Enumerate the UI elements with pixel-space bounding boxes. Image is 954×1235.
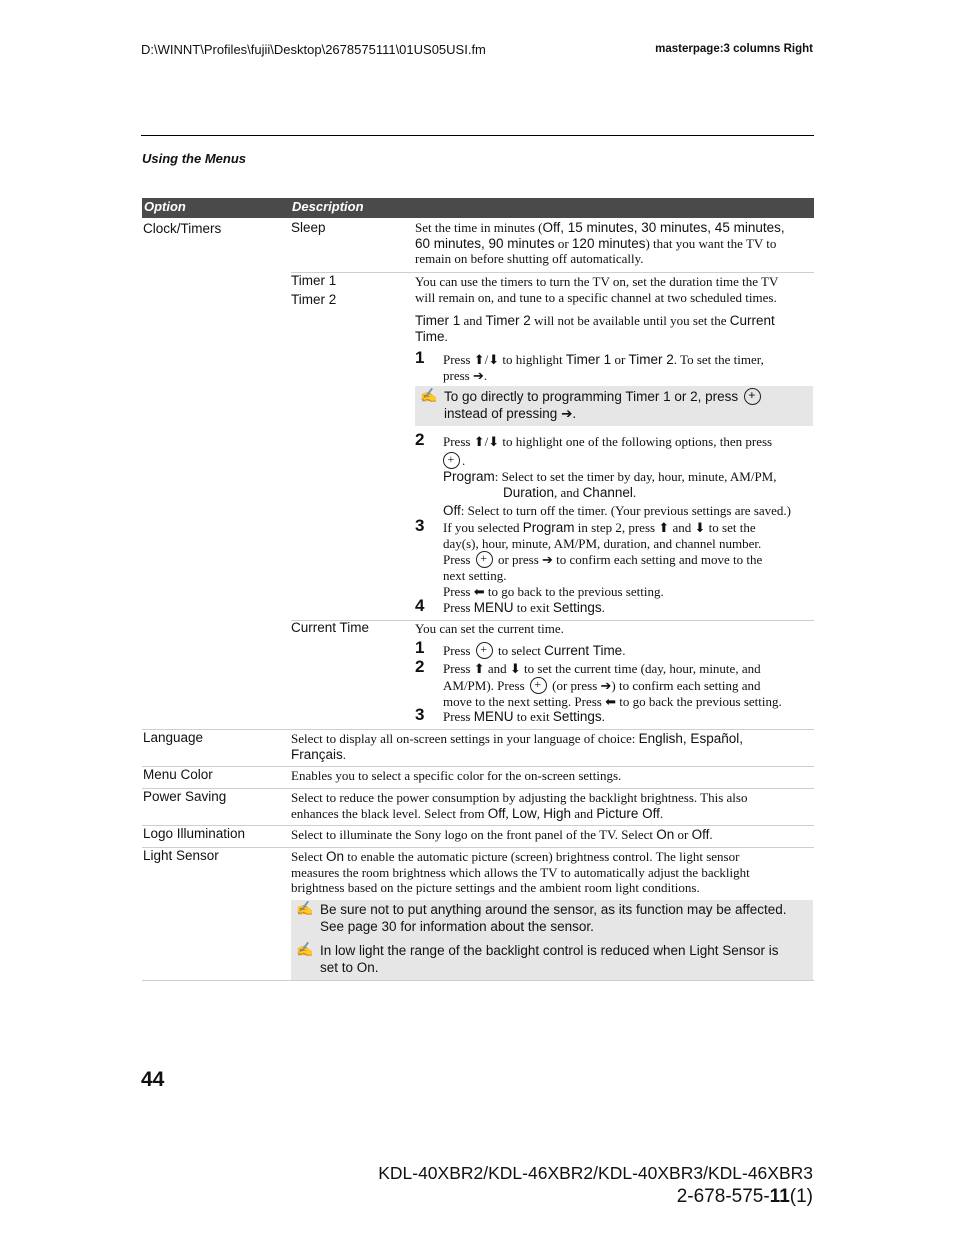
- step-number: 2: [415, 657, 425, 676]
- sleep-description: Set the time in minutes (Off, 15 minutes, 30 minutes, 45 minutes, 60 minutes, 90 minutes or 120 minutes) that you want the TV to remain on before shutting off automatically.: [415, 220, 785, 267]
- down-arrow-icon: ⬇: [509, 661, 521, 676]
- timer-step1: Press ⬆/⬇ to highlight Timer 1 or Timer 2. To set the timer, press ➔.: [443, 352, 764, 383]
- left-arrow-icon: ⬅: [605, 693, 617, 709]
- row-divider: [142, 788, 814, 789]
- pencil-note-icon: ✍: [296, 941, 314, 957]
- left-arrow-icon: ⬅: [473, 583, 485, 599]
- row-divider: [142, 766, 814, 767]
- timer-intro: You can use the timers to turn the TV on, set the duration time the TV will remain on, and tune to a specific channel at two scheduled times.: [415, 274, 779, 305]
- option-power-saving: Power Saving: [143, 789, 227, 804]
- right-arrow-icon: ➔: [600, 677, 612, 693]
- down-arrow-icon: ⬇: [694, 520, 706, 535]
- step-number: 2: [415, 430, 425, 449]
- timer-step3: If you selected Program in step 2, press ⬆ and ⬇ to set the day(s), hour, minute, AM/PM, duration, and channel number. Press + or press ➔ to confirm each setting and move to the next setting. Press ⬅ to go back to the previous setting.: [443, 520, 813, 599]
- option-off: Off: Select to turn off the timer. (Your previous settings are saved.): [443, 503, 792, 518]
- step-number: 3: [415, 516, 425, 535]
- up-arrow-icon: ⬆: [658, 520, 670, 535]
- option-logo-illumination: Logo Illumination: [143, 826, 246, 841]
- up-arrow-icon: ⬆: [473, 661, 485, 676]
- timer2-label: Timer 2: [291, 292, 337, 307]
- table-header: [142, 198, 814, 218]
- right-arrow-icon: ➔: [542, 552, 553, 568]
- section-title: Using the Menus: [142, 151, 247, 166]
- option-menu-color: Menu Color: [143, 767, 213, 782]
- power-saving-description: Select to reduce the power consumption by adjusting the backlight brightness. This also enhances the black level. Select from Off, Low, High and Picture Off.: [291, 790, 748, 821]
- header-rule: [141, 135, 814, 136]
- timer1-label: Timer 1: [291, 273, 337, 288]
- light-sensor-note-1: Be sure not to put anything around the sensor, as its function may be affected. See page 30 for information about the sensor.: [320, 902, 787, 934]
- timer-note: ✍ To go directly to programming Timer 1 or 2, press + instead of pressing ➔.: [415, 386, 813, 426]
- step-number: 1: [415, 348, 425, 367]
- enter-button-icon: [476, 642, 493, 659]
- model-numbers: KDL-40XBR2/KDL-46XBR2/KDL-40XBR3/KDL-46XBR3: [378, 1163, 813, 1183]
- current-time-label: Current Time: [291, 620, 370, 635]
- light-sensor-description: Select On to enable the automatic picture (screen) brightness control. The light sensor measures the room brightness which allows the TV to automatically adjust the backlight brightness based on the picture settings and the ambient room light conditions.: [291, 849, 750, 896]
- logo-illumination-description: Select to illuminate the Sony logo on the front panel of the TV. Select On or Off.: [291, 827, 713, 842]
- enter-button-icon: [530, 677, 547, 694]
- enter-button-icon: [476, 551, 493, 568]
- timer-availability: Timer 1 and Timer 2 will not be available until you set the Current Time.: [415, 313, 775, 344]
- enter-button-icon: [443, 452, 460, 469]
- column-option: Option: [144, 199, 186, 214]
- option-language: Language: [143, 730, 204, 745]
- right-arrow-icon: ➔: [472, 367, 484, 383]
- step-number: 3: [415, 705, 425, 724]
- file-path: D:\WINNT\Profiles\fujii\Desktop\2678575111\01US05USI.fm: [141, 42, 486, 57]
- language-description: Select to display all on-screen settings in your language of choice: English, Español, Français.: [291, 731, 743, 762]
- current-time-step2: Press ⬆ and ⬇ to set the current time (day, hour, minute, and AM/PM). Press + (or press ➔) to confirm each setting and move to the next setting. Press ⬅ to go back the previous setting.: [443, 661, 815, 709]
- current-time-intro: You can set the current time.: [415, 621, 564, 636]
- row-divider: [291, 272, 814, 273]
- current-time-step3: Press MENU to exit Settings.: [443, 709, 605, 724]
- right-arrow-icon: ➔: [561, 406, 573, 421]
- up-down-arrow-icon: ⬆/⬇: [473, 434, 500, 449]
- column-description: Description: [292, 199, 364, 214]
- page-number: 44: [141, 1068, 165, 1091]
- up-down-arrow-icon: ⬆/⬇: [473, 352, 500, 367]
- part-number: 2-678-575-11(1): [676, 1186, 813, 1207]
- option-clock-timers: Clock/Timers: [143, 221, 222, 236]
- step-number: 4: [415, 596, 425, 615]
- step-number: 1: [415, 638, 425, 657]
- row-divider: [142, 729, 814, 730]
- pencil-note-icon: ✍: [296, 900, 314, 916]
- light-sensor-note-2: In low light the range of the backlight control is reduced when Light Sensor is set to On.: [320, 943, 779, 975]
- pencil-note-icon: ✍: [420, 387, 438, 403]
- enter-button-icon: [744, 388, 761, 405]
- sleep-label: Sleep: [291, 220, 326, 235]
- option-program: Program: Select to set the timer by day, hour, minute, AM/PM, Duration, and Channel.: [443, 469, 777, 500]
- masterpage-label: masterpage:3 columns Right: [655, 43, 813, 55]
- option-light-sensor: Light Sensor: [143, 848, 219, 863]
- light-sensor-notes: [291, 900, 813, 980]
- current-time-step1: Press + to select Current Time.: [443, 642, 813, 659]
- timer-step2: Press ⬆/⬇ to highlight one of the following options, then press +.: [443, 434, 813, 469]
- row-divider: [142, 847, 814, 848]
- menu-color-description: Enables you to select a specific color for the on-screen settings.: [291, 768, 622, 783]
- timer-step4: Press MENU to exit Settings.: [443, 600, 605, 615]
- table-bottom-rule: [142, 980, 814, 981]
